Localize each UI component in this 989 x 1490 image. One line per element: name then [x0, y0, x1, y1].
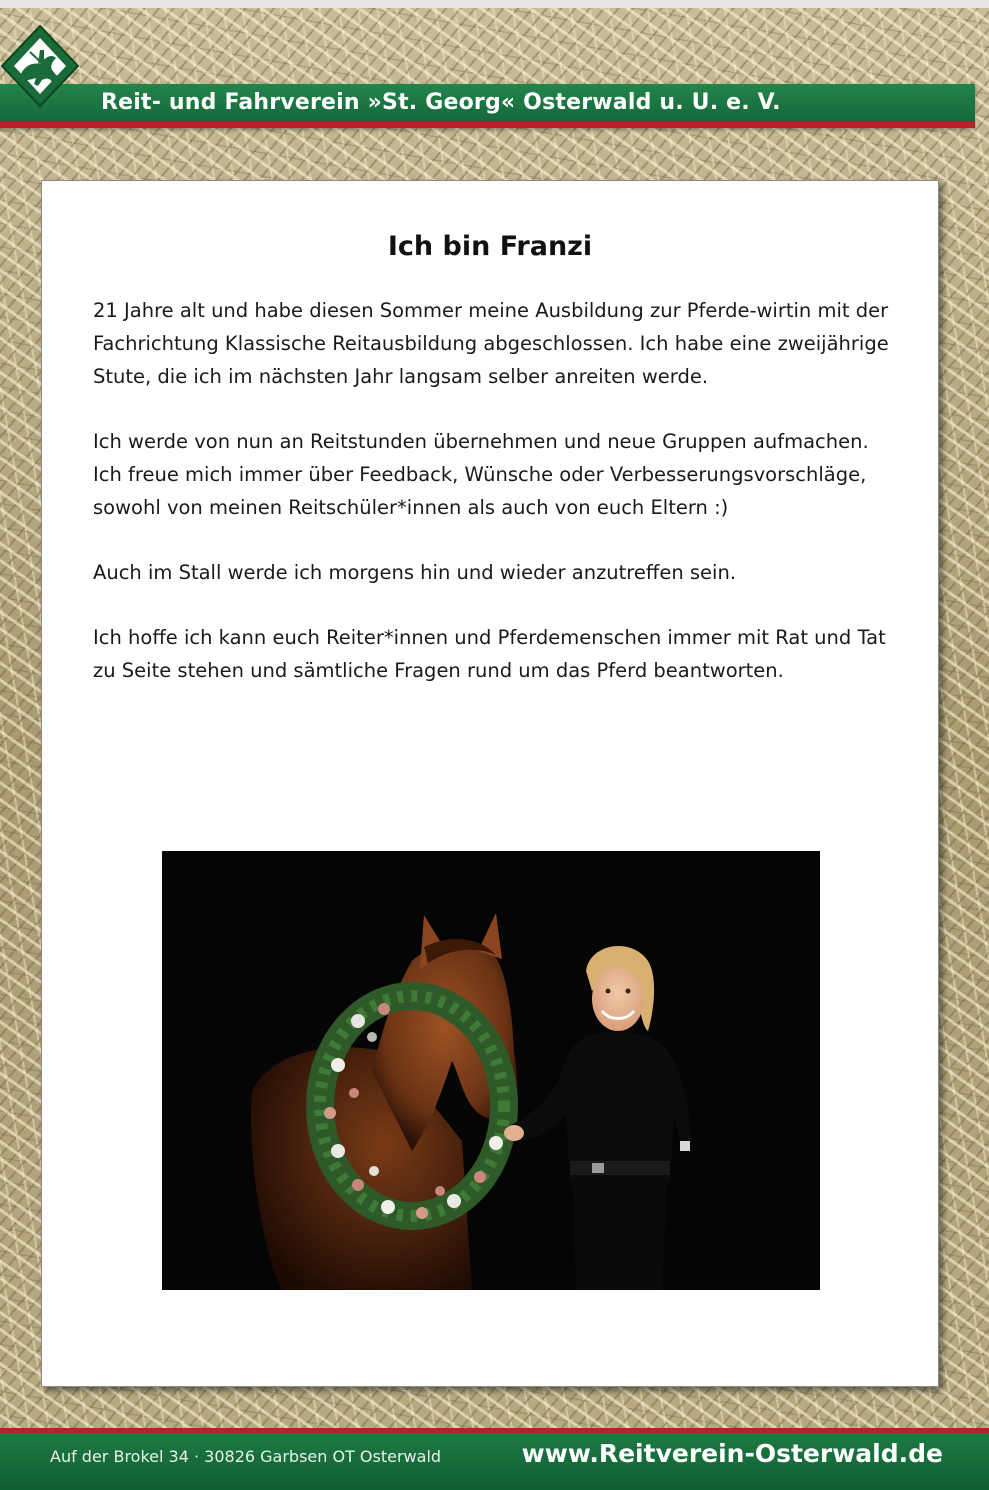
- paragraph-lessons: Ich werde von nun an Reitstunden übernehmen und neue Gruppen aufmachen. Ich freue mich immer über Feedback, Wünsche oder Verbesserungsvorschläge, sowohl von meinen Reitschüler*innen als auch von euch Eltern :): [93, 430, 869, 519]
- footer-address: Auf der Brokel 34 · 30826 Garbsen OT Osterwald: [50, 1447, 442, 1466]
- footer-band: [0, 1428, 989, 1490]
- horse-and-woman-photo: [162, 851, 820, 1290]
- paragraph-closing: Ich hoffe ich kann euch Reiter*innen und Pferdemenschen immer mit Rat und Tat zu Seite stehen und sämtliche Fragen rund um das Pferd beantworten.: [93, 626, 886, 682]
- st-george-rider-icon: [0, 22, 90, 134]
- club-name: Reit- und Fahrverein »St. Georg« Osterwald u. U. e. V.: [101, 90, 781, 115]
- article-body: [93, 294, 893, 719]
- top-gap: [0, 0, 989, 8]
- header-band: [0, 84, 975, 128]
- article-page: [41, 180, 939, 1387]
- article-title: Ich bin Franzi: [387, 231, 593, 262]
- paragraph-stable: Auch im Stall werde ich morgens hin und wieder anzutreffen sein.: [93, 561, 737, 584]
- paragraph-intro: 21 Jahre alt und habe diesen Sommer meine Ausbildung zur Pferde-wirtin mit der Fachrichtung Klassische Reitausbildung abgeschlossen. Ich habe eine zweijährige Stute, die ich im nächsten Jahr langsam selber anreiten werde.: [93, 299, 889, 388]
- website-link[interactable]: www.Reitverein-Osterwald.de: [521, 1439, 943, 1468]
